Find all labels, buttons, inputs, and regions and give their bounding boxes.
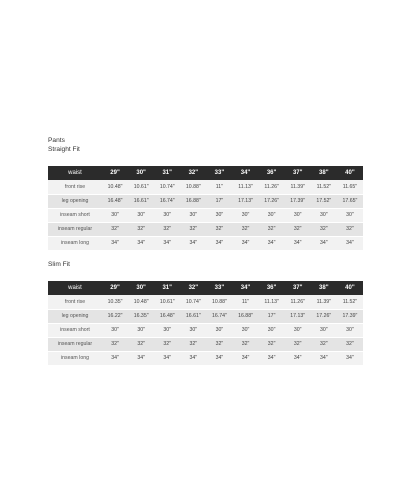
table-header	[48, 281, 363, 295]
waist-header-label: waist	[68, 170, 82, 176]
row-label: inseam short	[48, 323, 102, 337]
measurement-cell: 30"	[285, 323, 311, 337]
measurement-cell: 32"	[337, 222, 363, 236]
section-title-slim-fit: Slim Fit	[48, 261, 70, 268]
measurement-cell: 16.48"	[102, 194, 128, 208]
measurement-cell: 32"	[285, 222, 311, 236]
row-label: inseam long	[48, 236, 102, 250]
measurement-cell: 11.39"	[311, 295, 337, 309]
measurement-cell: 34"	[180, 351, 206, 365]
waist-size-header: 32"	[188, 285, 199, 291]
measurement-cell: 34"	[285, 351, 311, 365]
measurement-cell: 10.61"	[154, 295, 180, 309]
row-label: inseam regular	[48, 337, 102, 351]
measurement-cell: 30"	[311, 323, 337, 337]
measurement-cell: 11.26"	[259, 180, 285, 194]
measurement-cell: 30"	[259, 208, 285, 222]
table-row	[48, 222, 363, 236]
measurement-cell: 34"	[285, 236, 311, 250]
table-row	[48, 208, 363, 222]
row-label: inseam long	[48, 351, 102, 365]
measurement-cell: 34"	[337, 236, 363, 250]
measurement-cell: 30"	[232, 208, 258, 222]
measurement-cell: 34"	[311, 236, 337, 250]
measurement-cell: 16.88"	[180, 194, 206, 208]
measurement-cell: 32"	[180, 222, 206, 236]
measurement-cell: 10.74"	[154, 180, 180, 194]
measurement-cell: 34"	[259, 351, 285, 365]
measurement-cell: 32"	[180, 337, 206, 351]
table-row	[48, 180, 363, 194]
measurement-cell: 32"	[128, 222, 154, 236]
table-row	[48, 309, 363, 323]
measurement-cell: 30"	[311, 208, 337, 222]
waist-size-header: 40"	[345, 285, 355, 291]
measurement-cell: 16.22"	[102, 309, 128, 323]
waist-size-header: 32"	[188, 170, 199, 176]
row-label: inseam short	[48, 208, 102, 222]
measurement-cell: 30"	[285, 208, 311, 222]
measurement-cell: 17.39"	[337, 309, 363, 323]
measurement-cell: 10.48"	[102, 180, 128, 194]
measurement-cell: 17"	[259, 309, 285, 323]
measurement-cell: 32"	[154, 337, 180, 351]
straight-fit-size-table	[48, 166, 363, 251]
measurement-cell: 10.61"	[128, 180, 154, 194]
waist-size-header: 31"	[162, 170, 172, 176]
measurement-cell: 30"	[128, 323, 154, 337]
measurement-cell: 11.26"	[285, 295, 311, 309]
measurement-cell: 34"	[128, 351, 154, 365]
measurement-cell: 30"	[180, 208, 206, 222]
measurement-cell: 11"	[206, 180, 232, 194]
waist-size-header: 34"	[240, 170, 251, 176]
waist-size-header: 33"	[214, 285, 225, 291]
measurement-cell: 16.88"	[232, 309, 258, 323]
table-header	[48, 166, 363, 180]
measurement-cell: 16.74"	[154, 194, 180, 208]
waist-size-header: 37"	[292, 170, 303, 176]
measurement-cell: 34"	[311, 351, 337, 365]
measurement-cell: 30"	[206, 323, 232, 337]
row-label: leg opening	[48, 194, 102, 208]
measurement-cell: 34"	[154, 236, 180, 250]
table-body	[48, 295, 363, 365]
measurement-cell: 34"	[206, 351, 232, 365]
table-body	[48, 180, 363, 250]
measurement-cell: 30"	[102, 323, 128, 337]
measurement-cell: 17.13"	[232, 194, 258, 208]
measurement-cell: 34"	[180, 236, 206, 250]
waist-size-header: 40"	[345, 170, 355, 176]
measurement-cell: 30"	[337, 208, 363, 222]
table-row	[48, 351, 363, 365]
measurement-cell: 32"	[232, 337, 258, 351]
measurement-cell: 32"	[259, 337, 285, 351]
measurement-cell: 34"	[154, 351, 180, 365]
measurement-cell: 32"	[285, 337, 311, 351]
measurement-cell: 34"	[337, 351, 363, 365]
measurement-cell: 11.52"	[311, 180, 337, 194]
measurement-cell: 32"	[311, 337, 337, 351]
measurement-cell: 17.52"	[311, 194, 337, 208]
measurement-cell: 32"	[206, 222, 232, 236]
measurement-cell: 32"	[102, 222, 128, 236]
table-row	[48, 295, 363, 309]
row-label: leg opening	[48, 309, 102, 323]
slim-fit-size-table	[48, 281, 363, 366]
measurement-cell: 17.26"	[311, 309, 337, 323]
measurement-cell: 32"	[259, 222, 285, 236]
measurement-cell: 30"	[154, 323, 180, 337]
measurement-cell: 11.13"	[259, 295, 285, 309]
measurement-cell: 10.48"	[128, 295, 154, 309]
measurement-cell: 16.61"	[128, 194, 154, 208]
measurement-cell: 34"	[206, 236, 232, 250]
measurement-cell: 32"	[206, 337, 232, 351]
row-label: front rise	[48, 295, 102, 309]
waist-size-header: 29"	[110, 170, 120, 176]
measurement-cell: 10.35"	[102, 295, 128, 309]
measurement-cell: 11.39"	[285, 180, 311, 194]
waist-size-header: 36"	[266, 285, 277, 291]
measurement-cell: 34"	[259, 236, 285, 250]
measurement-cell: 16.74"	[206, 309, 232, 323]
measurement-cell: 30"	[180, 323, 206, 337]
measurement-cell: 11"	[232, 295, 258, 309]
measurement-cell: 30"	[128, 208, 154, 222]
measurement-cell: 32"	[232, 222, 258, 236]
section-title-straight-fit: Straight Fit	[48, 146, 80, 153]
measurement-cell: 10.88"	[180, 180, 206, 194]
waist-header-label: waist	[68, 285, 82, 291]
waist-size-header: 30"	[136, 285, 146, 291]
table-row	[48, 194, 363, 208]
waist-size-header: 30"	[136, 170, 146, 176]
measurement-cell: 16.35"	[128, 309, 154, 323]
measurement-cell: 34"	[232, 236, 258, 250]
header-row	[48, 166, 363, 180]
table-row	[48, 337, 363, 351]
measurement-cell: 16.48"	[154, 309, 180, 323]
waist-size-header: 36"	[266, 170, 277, 176]
header-row	[48, 281, 363, 295]
measurement-cell: 11.13"	[232, 180, 258, 194]
measurement-cell: 11.65"	[337, 180, 363, 194]
measurement-cell: 17.26"	[259, 194, 285, 208]
row-label: inseam regular	[48, 222, 102, 236]
waist-size-header: 33"	[214, 170, 225, 176]
measurement-cell: 10.74"	[180, 295, 206, 309]
measurement-cell: 34"	[102, 351, 128, 365]
table-row	[48, 236, 363, 250]
measurement-cell: 34"	[232, 351, 258, 365]
measurement-cell: 32"	[128, 337, 154, 351]
measurement-cell: 17.65"	[337, 194, 363, 208]
measurement-cell: 32"	[337, 337, 363, 351]
measurement-cell: 10.88"	[206, 295, 232, 309]
measurement-cell: 32"	[102, 337, 128, 351]
measurement-cell: 17"	[206, 194, 232, 208]
waist-size-header: 38"	[319, 285, 329, 291]
measurement-cell: 17.39"	[285, 194, 311, 208]
waist-size-header: 34"	[240, 285, 251, 291]
measurement-cell: 30"	[232, 323, 258, 337]
measurement-cell: 17.13"	[285, 309, 311, 323]
measurement-cell: 30"	[102, 208, 128, 222]
measurement-cell: 30"	[337, 323, 363, 337]
waist-size-header: 29"	[110, 285, 120, 291]
measurement-cell: 34"	[128, 236, 154, 250]
measurement-cell: 11.52"	[337, 295, 363, 309]
waist-size-header: 37"	[292, 285, 303, 291]
measurement-cell: 30"	[154, 208, 180, 222]
row-label: front rise	[48, 180, 102, 194]
measurement-cell: 30"	[259, 323, 285, 337]
measurement-cell: 30"	[206, 208, 232, 222]
page-title: Pants	[48, 137, 65, 144]
measurement-cell: 32"	[311, 222, 337, 236]
measurement-cell: 32"	[154, 222, 180, 236]
measurement-cell: 16.61"	[180, 309, 206, 323]
waist-size-header: 31"	[162, 285, 172, 291]
measurement-cell: 34"	[102, 236, 128, 250]
waist-size-header: 38"	[319, 170, 329, 176]
table-row	[48, 323, 363, 337]
